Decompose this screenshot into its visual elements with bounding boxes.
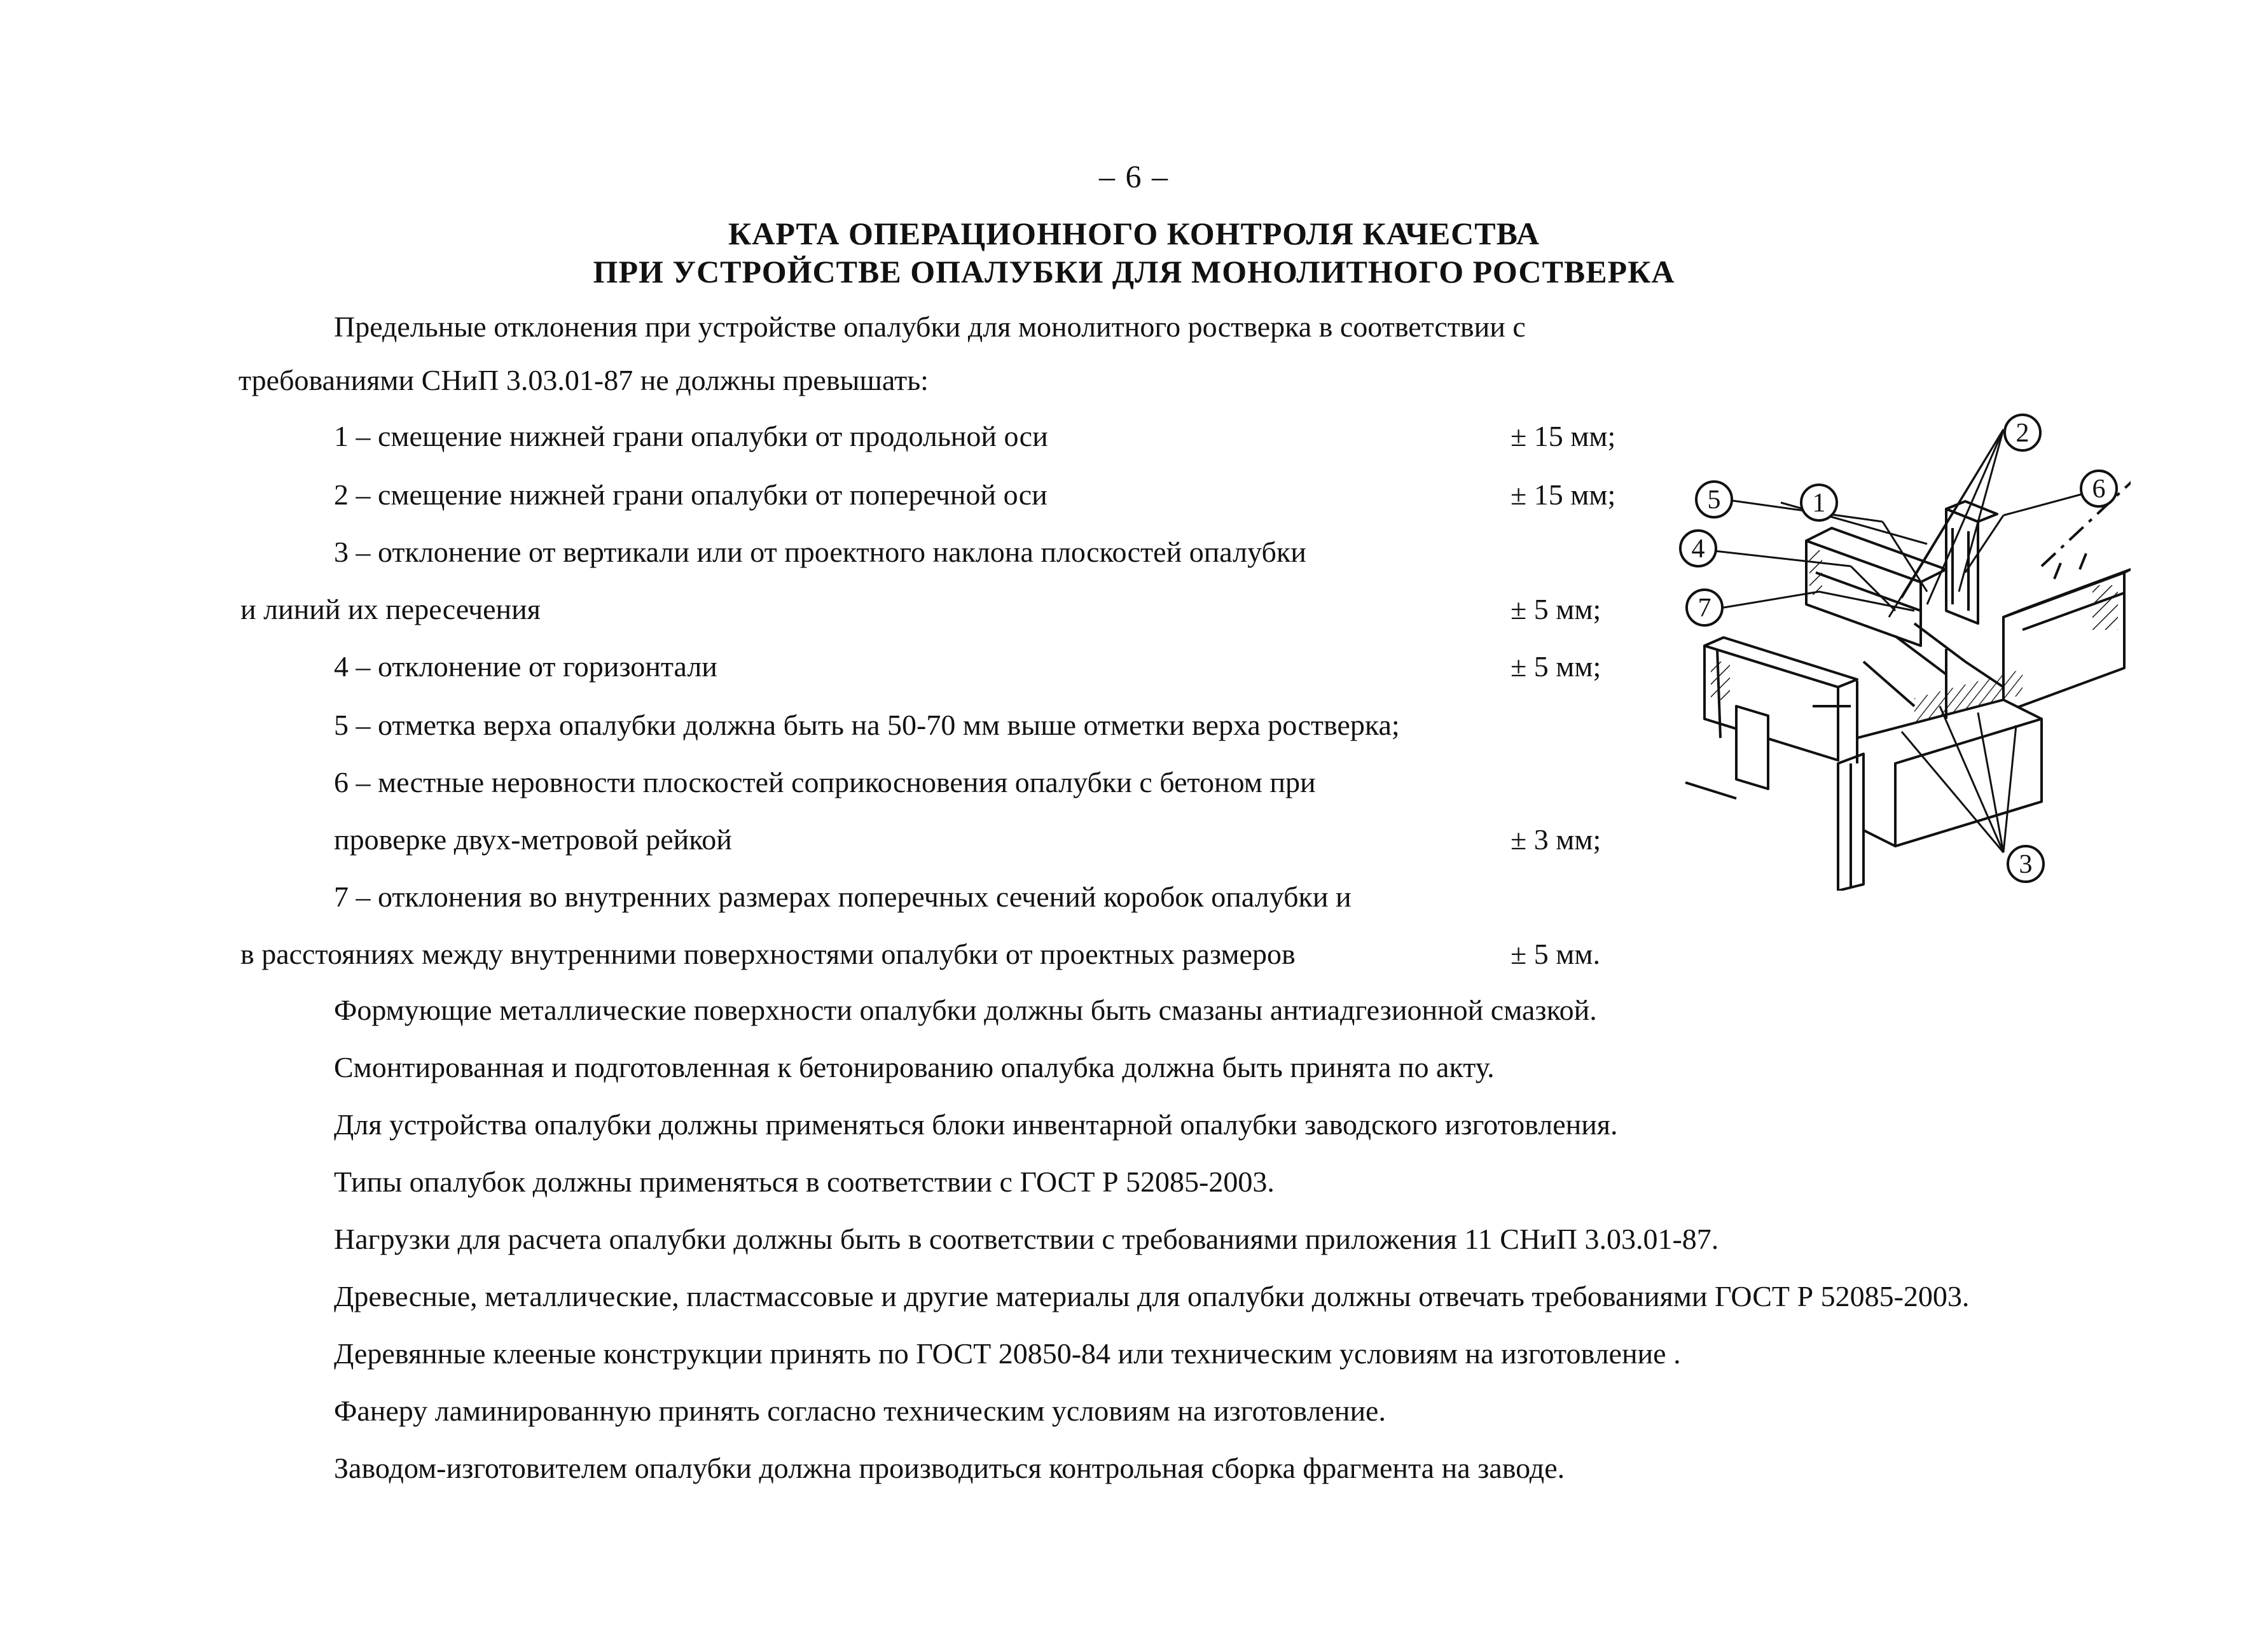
paragraph-2: Смонтированная и подготовленная к бетонированию опалубка должна быть принята по акту. xyxy=(334,1051,1495,1083)
item-3-tolerance: ± 5 мм; xyxy=(1511,593,1601,625)
item-6-text: 6 – местные неровности плоскостей соприкосновения опалубки с бетоном при xyxy=(334,766,1316,798)
intro-line-2: требованиями СНиП 3.03.01-87 не должны превышать: xyxy=(239,364,929,396)
callout-4 xyxy=(1680,531,1716,566)
intro-line-1: Предельные отклонения при устройстве опалубки для монолитного ростверка в соответствии с xyxy=(334,310,1526,343)
item-1-text: 1 – смещение нижней грани опалубки от продольной оси xyxy=(334,420,1048,452)
page-number: – 6 – xyxy=(1099,158,1169,194)
callout-7 xyxy=(1687,590,1722,625)
item-1-tolerance: ± 15 мм; xyxy=(1511,420,1616,452)
title-line-2: ПРИ УСТРОЙСТВЕ ОПАЛУБКИ ДЛЯ МОНОЛИТНОГО РОСТВЕРКА xyxy=(593,254,1675,289)
paragraph-9: Заводом-изготовителем опалубки должна производиться контрольная сборка фрагмента на заводе. xyxy=(334,1452,1565,1484)
paragraph-1: Формующие металлические поверхности опалубки должны быть смазаны антиадгезионной смазкой. xyxy=(334,994,1597,1026)
item-6-continuation: проверке двух-метровой рейкой xyxy=(334,823,732,856)
callout-5 xyxy=(1696,482,1732,517)
item-3-text: 3 – отклонение от вертикали или от проектного наклона плоскостей опалубки xyxy=(334,536,1306,568)
item-2-text: 2 – смещение нижней грани опалубки от поперечной оси xyxy=(334,478,1048,511)
formwork-diagram xyxy=(1647,407,2131,891)
item-7-tolerance: ± 5 мм. xyxy=(1511,938,1600,970)
callout-5-label: 5 xyxy=(1707,485,1721,515)
paragraph-7: Деревянные клееные конструкции принять по ГОСТ 20850-84 или техническим условиям на изготовление . xyxy=(334,1337,1681,1370)
paragraph-5: Нагрузки для расчета опалубки должны быть в соответствии с требованиями приложения 11 СНиП 3.03.01-87. xyxy=(334,1223,1719,1255)
formwork-beam-left xyxy=(1685,637,1857,798)
callout-2 xyxy=(2005,415,2040,450)
callout-1-label: 1 xyxy=(1812,489,1826,518)
item-2-tolerance: ± 15 мм; xyxy=(1511,478,1616,511)
item-3-continuation: и линий их пересечения xyxy=(240,593,541,625)
callout-1 xyxy=(1801,485,1837,520)
item-4-tolerance: ± 5 мм; xyxy=(1511,650,1601,683)
callout-4-label: 4 xyxy=(1691,534,1705,564)
callout-3-label: 3 xyxy=(2019,850,2033,879)
title-line-1: КАРТА ОПЕРАЦИОННОГО КОНТРОЛЯ КАЧЕСТВА xyxy=(728,216,1540,251)
paragraph-4: Типы опалубок должны применяться в соответствии с ГОСТ Р 52085-2003. xyxy=(334,1165,1275,1198)
item-5-text: 5 – отметка верха опалубки должна быть на 50-70 мм выше отметки верха ростверка; xyxy=(334,709,1400,741)
item-6-tolerance: ± 3 мм; xyxy=(1511,823,1601,856)
item-7-text: 7 – отклонения во внутренних размерах поперечных сечений коробок опалубки и xyxy=(334,880,1352,913)
callout-6-label: 6 xyxy=(2092,475,2106,504)
callout-3 xyxy=(2008,846,2043,882)
paragraph-3: Для устройства опалубки должны применяться блоки инвентарной опалубки заводского изготовления. xyxy=(334,1108,1618,1141)
paragraph-6: Древесные, металлические, пластмассовые и другие материалы для опалубки должны отвечать требованиями ГОСТ Р 52085-2003. xyxy=(334,1280,1970,1312)
paragraph-8: Фанеру ламинированную принять согласно техническим условиям на изготовление. xyxy=(334,1395,1386,1427)
item-7-continuation: в расстояниях между внутренними поверхностями опалубки от проектных размеров xyxy=(240,938,1296,970)
callout-6 xyxy=(2081,471,2117,506)
item-4-text: 4 – отклонение от горизонтали xyxy=(334,650,717,683)
callout-7-label: 7 xyxy=(1698,594,1711,623)
callout-2-label: 2 xyxy=(2016,419,2029,448)
